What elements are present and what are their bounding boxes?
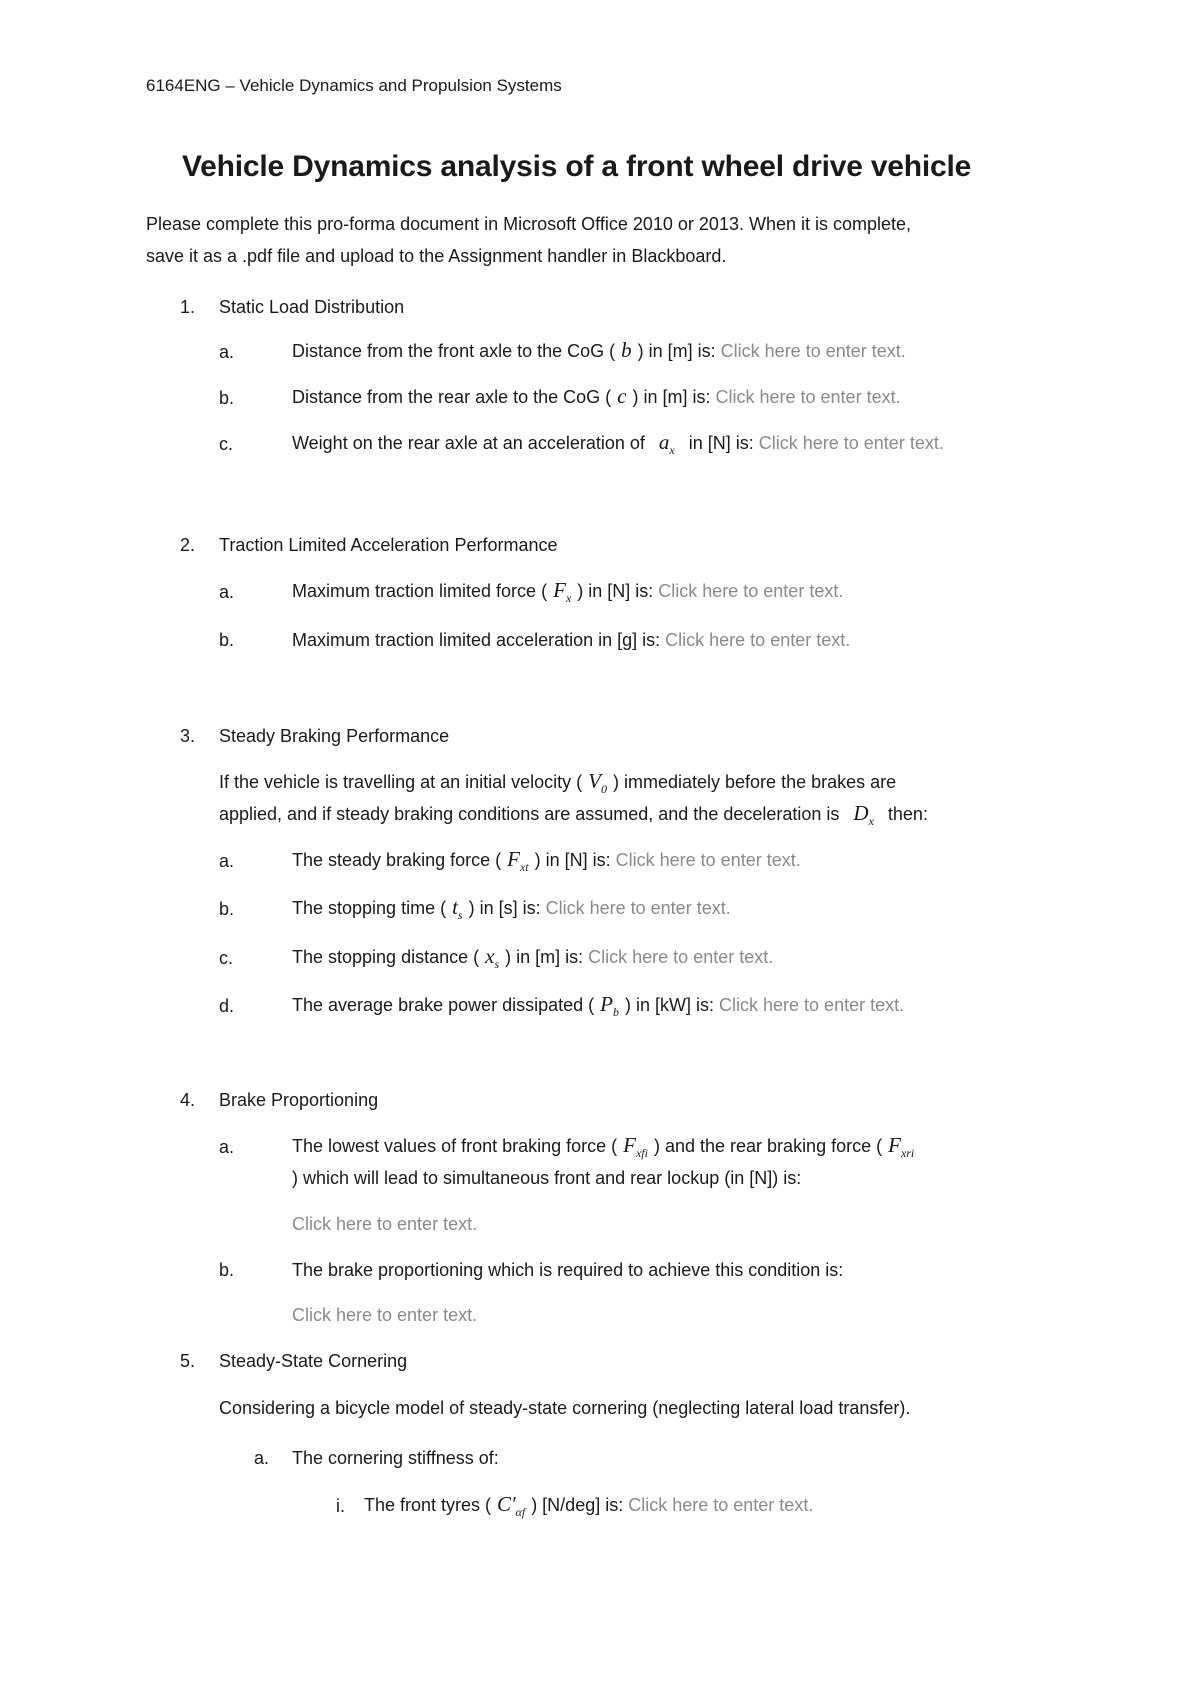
s2-a-line: [292, 578, 843, 606]
s5-a-text: The cornering stiffness of:: [292, 1448, 499, 1468]
s2-b-text: Maximum traction limited acceleration in [g] is:: [292, 630, 661, 650]
page-header: 6164ENG – Vehicle Dynamics and Propulsion Systems: [146, 76, 562, 95]
s3-d-answer-field[interactable]: Click here to enter text.: [719, 995, 905, 1015]
symbol-ax: $a_x$: [658, 430, 675, 458]
s4-a-answer-field[interactable]: Click here to enter text.: [292, 1214, 478, 1234]
s2-a-answer-field[interactable]: Click here to enter text.: [658, 581, 844, 601]
symbol-dx: $D_x$: [853, 801, 874, 829]
section-3-number: 3.: [180, 726, 196, 746]
s3-a-letter: a.: [219, 851, 235, 871]
s3-a-answer-field[interactable]: Click here to enter text.: [615, 850, 801, 870]
s4-a-letter: a.: [219, 1137, 235, 1157]
s3-a-unit: ) in [N] is:: [534, 850, 611, 870]
s3-intro-line-2: applied, and if steady braking conditions are assumed, and the deceleration is $D_x$ then:: [219, 801, 928, 829]
s2-a-text: Maximum traction limited force (: [292, 581, 548, 601]
s1-a-text: Distance from the front axle to the CoG (: [292, 341, 616, 361]
s5-i-unit: ) [N/deg] is:: [531, 1495, 624, 1515]
page-title: Vehicle Dynamics analysis of a front wheel drive vehicle: [182, 150, 972, 183]
s1-c-text: Weight on the rear axle at an acceleration of: [292, 433, 645, 453]
s5-i-letter: i.: [336, 1496, 345, 1516]
s3-b-unit: ) in [s] is:: [468, 898, 541, 918]
symbol-c: c: [617, 384, 627, 408]
symbol-fxt: $F_{xt}$: [507, 847, 529, 875]
s1-a-letter: a.: [219, 342, 235, 362]
symbol-xs: $x_s$: [485, 944, 500, 972]
s2-a-unit: ) in [N] is:: [577, 581, 654, 601]
s2-b-line: [292, 630, 850, 651]
symbol-fxfi: $F_{xfi}$: [623, 1133, 648, 1161]
s2-b-letter: b.: [219, 630, 235, 650]
symbol-b: b: [621, 338, 632, 362]
s3-d-letter: d.: [219, 996, 235, 1016]
s1-b-answer-field[interactable]: Click here to enter text.: [715, 387, 901, 407]
s5-i-text: The front tyres (: [364, 1495, 492, 1515]
s1-c-line: [292, 430, 944, 458]
s3-c-unit: ) in [m] is:: [505, 947, 584, 967]
symbol-pb: $P_b$: [600, 992, 619, 1020]
intro-line-2: save it as a .pdf file and upload to the Assignment handler in Blackboard.: [146, 246, 727, 266]
s3-b-letter: b.: [219, 899, 235, 919]
s5-i-answer-field[interactable]: Click here to enter text.: [628, 1495, 814, 1515]
s3-b-text: The stopping time (: [292, 898, 447, 918]
s4-b-text: The brake proportioning which is required to achieve this condition is:: [292, 1260, 844, 1280]
s1-c-unit: in [N] is:: [688, 433, 754, 453]
s5-a-letter: a.: [254, 1448, 270, 1468]
s3-a-text: The steady braking force (: [292, 850, 502, 870]
symbol-c-alpha-f: $C'_{\alpha f}$: [497, 1492, 526, 1520]
s1-a-line: [292, 338, 906, 363]
section-4-number: 4.: [180, 1090, 196, 1110]
s5-i-line: [364, 1492, 813, 1520]
s4-b-letter: b.: [219, 1260, 235, 1280]
s3-d-unit: ) in [kW] is:: [625, 995, 714, 1015]
s4-b-answer-field[interactable]: Click here to enter text.: [292, 1305, 478, 1325]
section-4-title: Brake Proportioning: [219, 1090, 379, 1110]
s1-c-answer-field[interactable]: Click here to enter text.: [758, 433, 944, 453]
s5-intro: Considering a bicycle model of steady-state cornering (neglecting lateral load transfer).: [219, 1398, 911, 1418]
s2-a-letter: a.: [219, 582, 235, 602]
section-1-number: 1.: [180, 297, 196, 317]
s1-c-letter: c.: [219, 434, 234, 454]
s1-b-letter: b.: [219, 388, 235, 408]
section-2-number: 2.: [180, 535, 196, 555]
s1-b-unit: ) in [m] is:: [632, 387, 711, 407]
s4-a-line-1: The lowest values of front braking force ( $F_{xfi}$ ) and the rear braking force ( $F_{xri}$: [292, 1133, 915, 1161]
section-5-title: Steady-State Cornering: [219, 1351, 408, 1371]
section-3-title: Steady Braking Performance: [219, 726, 450, 746]
s1-b-line: [292, 384, 901, 409]
s3-c-text: The stopping distance (: [292, 947, 480, 967]
symbol-fxri: $F_{xri}$: [888, 1133, 915, 1161]
s4-a-line-2: ) which will lead to simultaneous front and rear lockup (in [N]) is:: [292, 1168, 802, 1188]
s3-b-line: [292, 895, 731, 923]
s1-a-answer-field[interactable]: Click here to enter text.: [720, 341, 906, 361]
s3-a-line: [292, 847, 801, 875]
intro-line-1: Please complete this pro-forma document in Microsoft Office 2010 or 2013. When it is complete,: [146, 214, 912, 234]
symbol-fx: $F_x$: [553, 578, 572, 606]
section-2-title: Traction Limited Acceleration Performance: [219, 535, 558, 555]
s1-a-unit: ) in [m] is:: [637, 341, 716, 361]
s3-d-text: The average brake power dissipated (: [292, 995, 595, 1015]
s3-d-line: [292, 992, 904, 1020]
section-5-number: 5.: [180, 1351, 196, 1371]
s2-b-answer-field[interactable]: Click here to enter text.: [665, 630, 851, 650]
s3-intro-line-1: If the vehicle is travelling at an initial velocity ( $V_0$ ) immediately before the brakes are: [219, 769, 897, 797]
section-1-title: Static Load Distribution: [219, 297, 405, 317]
s3-b-answer-field[interactable]: Click here to enter text.: [545, 898, 731, 918]
s3-c-line: [292, 944, 773, 972]
symbol-ts: $t_s$: [452, 895, 463, 923]
s1-b-text: Distance from the rear axle to the CoG (: [292, 387, 612, 407]
s3-c-answer-field[interactable]: Click here to enter text.: [588, 947, 774, 967]
symbol-v0: $V_0$: [588, 769, 607, 797]
s3-c-letter: c.: [219, 948, 234, 968]
